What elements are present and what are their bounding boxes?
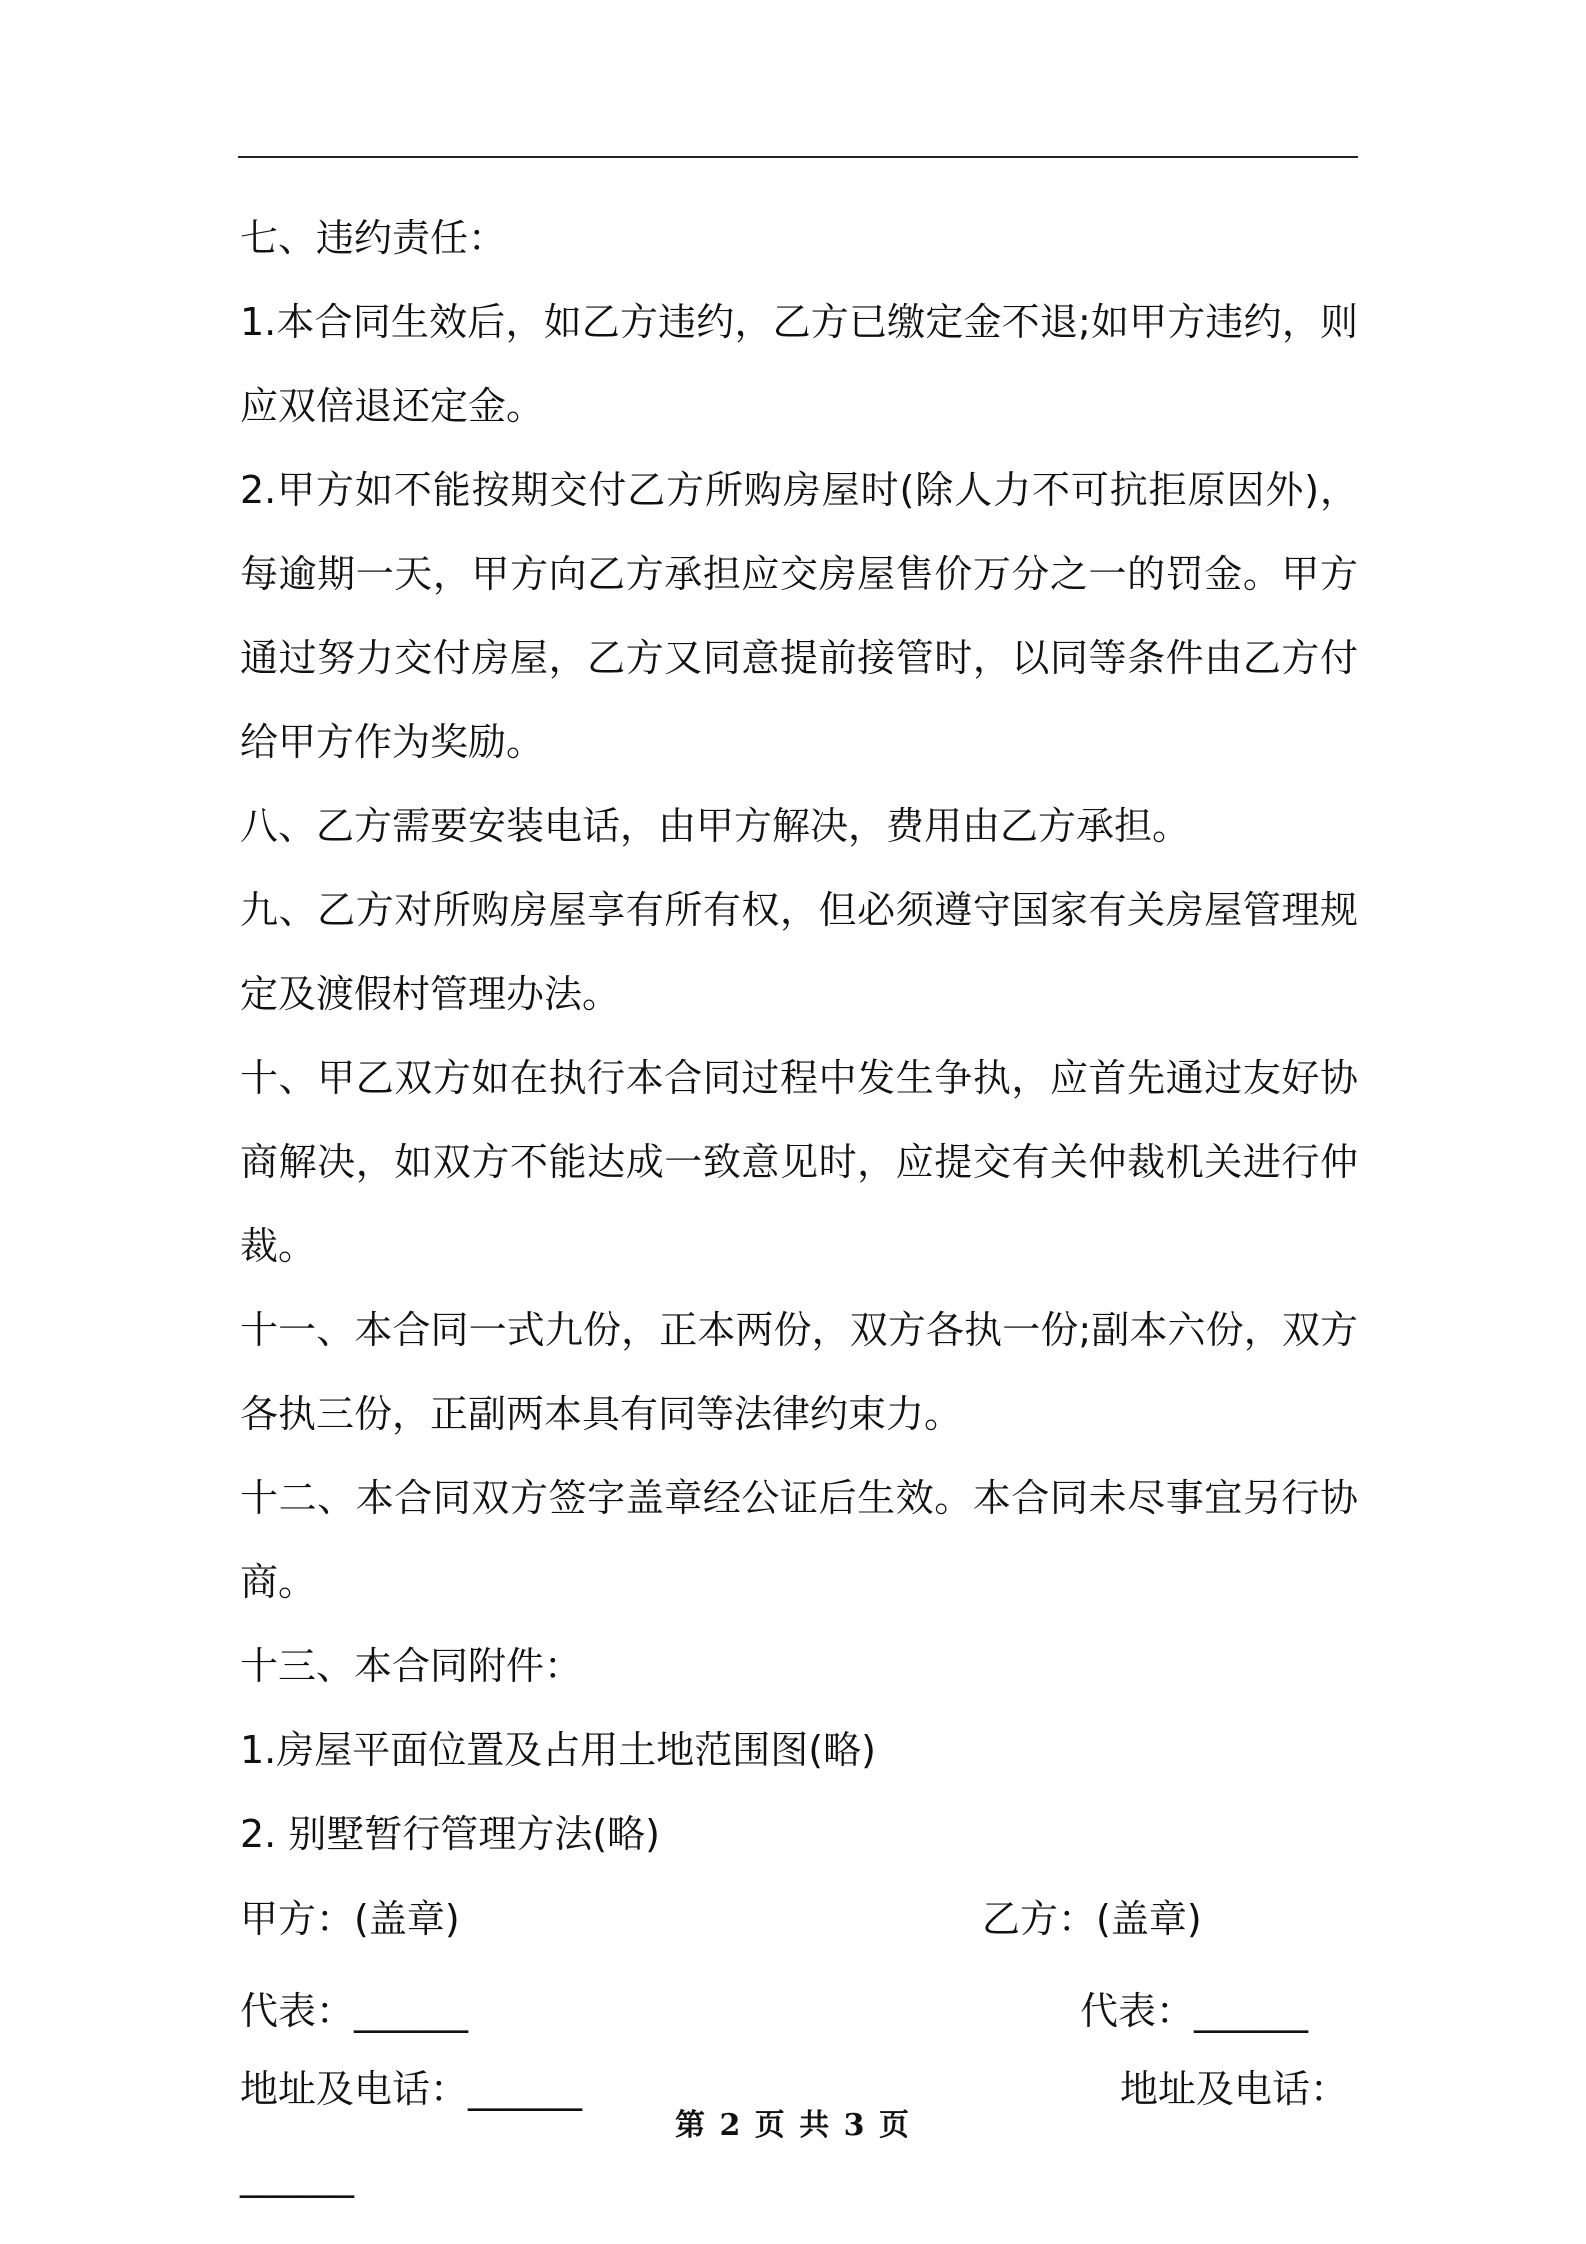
party-a-representative: 代表：______ bbox=[240, 1989, 469, 2033]
section-11: 十一、本合同一式九份，正本两份，双方各执一份;副本六份，双方各执三份，正副两本具有同等法律约束力。 bbox=[240, 1308, 1358, 1436]
header-rule bbox=[238, 156, 1358, 158]
clause-7-2: 2.甲方如不能按期交付乙方所购房屋时(除人力不可抗拒原因外)，每逾期一天，甲方向乙方承担应交房屋售价万分之一的罚金。甲方通过努力交付房屋，乙方又同意提前接管时，以同等条件由乙方付给甲方作为奖励。 bbox=[240, 468, 1358, 764]
page-number: 第 2 页 共 3 页 bbox=[675, 2108, 911, 2143]
section-7-heading: 七、违约责任： bbox=[240, 216, 507, 260]
section-12: 十二、本合同双方签字盖章经公证后生效。本合同未尽事宜另行协商。 bbox=[240, 1476, 1358, 1604]
section-9: 九、乙方对所购房屋享有所有权，但必须遵守国家有关房屋管理规定及渡假村管理办法。 bbox=[240, 888, 1358, 1016]
party-b-seal-label: 乙方：(盖章) bbox=[982, 1897, 1202, 1941]
signature-representative-row bbox=[240, 1968, 1358, 2050]
party-a-address-phone: 地址及电话：______ bbox=[240, 2067, 583, 2111]
party-b-address-phone: 地址及电话： bbox=[1120, 2067, 1349, 2111]
party-b-representative: 代表：______ bbox=[1080, 1989, 1309, 2033]
section-8: 八、乙方需要安装电话，由甲方解决，费用由乙方承担。 bbox=[240, 804, 1191, 848]
party-a-seal-label: 甲方：(盖章) bbox=[240, 1897, 460, 1941]
attachment-2: 2. 别墅暂行管理方法(略) bbox=[240, 1812, 660, 1856]
section-13-heading: 十三、本合同附件： bbox=[240, 1644, 583, 1688]
clause-7-1: 1.本合同生效后，如乙方违约，乙方已缴定金不退;如甲方违约，则应双倍退还定金。 bbox=[240, 300, 1358, 428]
party-b-address-blank: ______ bbox=[240, 2154, 354, 2198]
document-body bbox=[240, 196, 1358, 2224]
attachment-1: 1.房屋平面位置及占用土地范围图(略) bbox=[240, 1728, 876, 1772]
section-10: 十、甲乙双方如在执行本合同过程中发生争执，应首先通过友好协商解决，如双方不能达成一致意见时，应提交有关仲裁机关进行仲裁。 bbox=[240, 1056, 1358, 1268]
signature-parties-row bbox=[240, 1876, 1358, 1964]
